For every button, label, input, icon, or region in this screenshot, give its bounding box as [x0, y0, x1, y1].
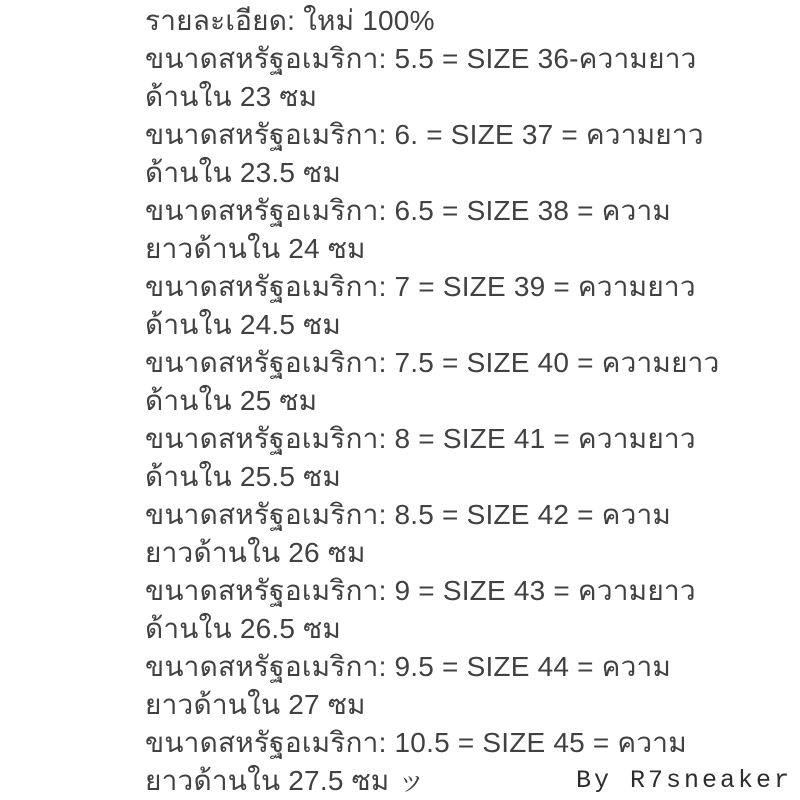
size-line: ยาวด้านใน 24 ซม — [145, 233, 366, 264]
size-line: ขนาดสหรัฐอเมริกา: 8.5 = SIZE 42 = ความ — [145, 499, 672, 530]
size-line: ยาวด้านใน 27 ซม — [145, 689, 366, 720]
size-line: ยาวด้านใน 26 ซม — [145, 537, 366, 568]
size-chart-text-block — [145, 2, 785, 800]
size-line: ด้านใน 23 ซม — [145, 81, 318, 112]
size-line: ขนาดสหรัฐอเมริกา: 6.5 = SIZE 38 = ความ — [145, 195, 672, 226]
size-line: ขนาดสหรัฐอเมริกา: 10.5 = SIZE 45 = ความ — [145, 727, 687, 758]
size-line: ขนาดสหรัฐอเมริกา: 7 = SIZE 39 = ความยาว — [145, 271, 696, 302]
detail-title-line: รายละเอียด: ใหม่ 100% — [145, 5, 435, 36]
size-line: ด้านใน 23.5 ซม — [145, 157, 341, 188]
size-line: ด้านใน 25.5 ซม — [145, 461, 341, 492]
size-line: ขนาดสหรัฐอเมริกา: 9 = SIZE 43 = ความยาว — [145, 575, 696, 606]
size-line: ด้านใน 24.5 ซม — [145, 309, 341, 340]
size-line: ยาวด้านใน 27.5 ซม ッ — [145, 765, 426, 796]
seller-watermark: By R7sneaker — [575, 766, 792, 795]
size-line: ด้านใน 26.5 ซม — [145, 613, 341, 644]
size-line: ขนาดสหรัฐอเมริกา: 9.5 = SIZE 44 = ความ — [145, 651, 672, 682]
size-line: ขนาดสหรัฐอเมริกา: 5.5 = SIZE 36-ความยาว — [145, 43, 697, 74]
size-line: ขนาดสหรัฐอเมริกา: 6. = SIZE 37 = ความยาว — [145, 119, 704, 150]
size-line: ด้านใน 25 ซม — [145, 385, 318, 416]
size-line: ขนาดสหรัฐอเมริกา: 7.5 = SIZE 40 = ความยาว — [145, 347, 720, 378]
size-line: ขนาดสหรัฐอเมริกา: 8 = SIZE 41 = ความยาว — [145, 423, 696, 454]
